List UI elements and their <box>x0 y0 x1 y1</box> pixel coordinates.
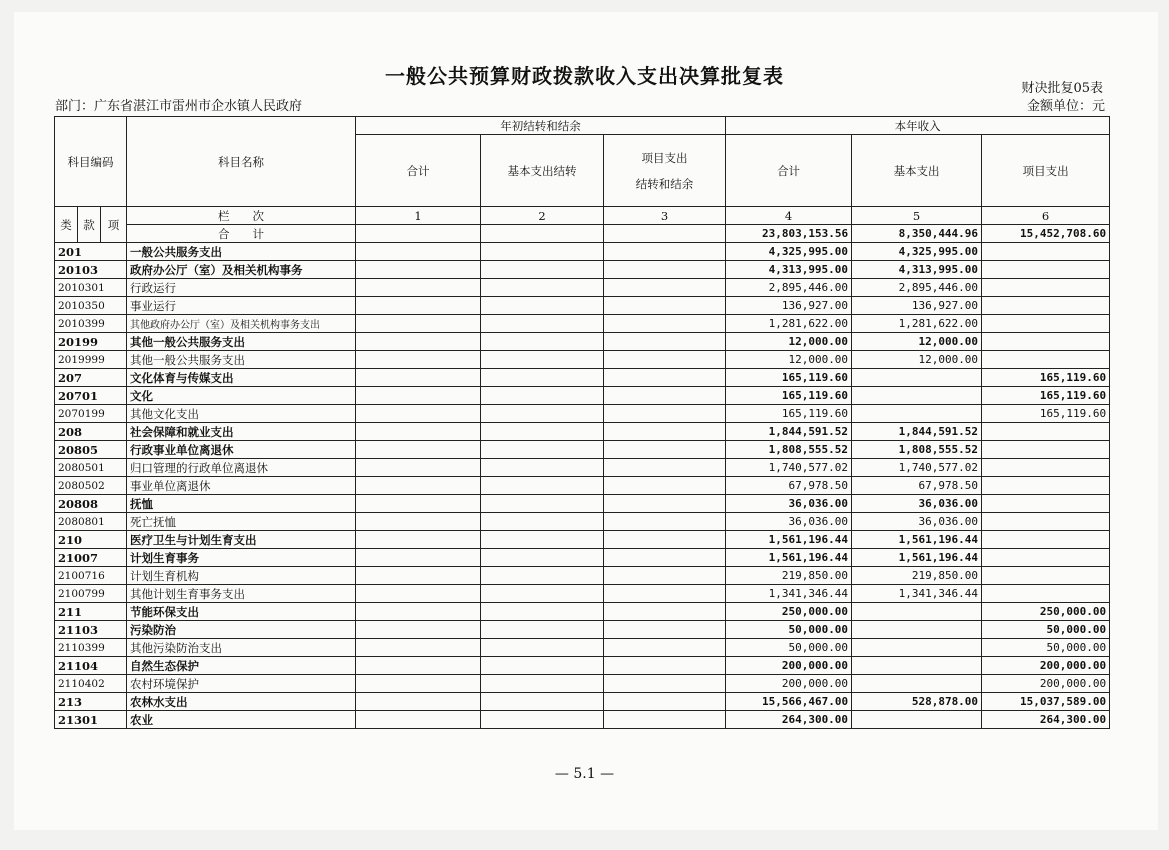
row-name: 其他一般公共服务支出 <box>127 333 356 351</box>
row-c4: 165,119.60 <box>726 369 852 387</box>
total-row-c2 <box>481 225 604 243</box>
header-column-label: 栏 次 <box>127 207 356 225</box>
row-c4: 1,740,577.02 <box>726 459 852 477</box>
row-c2 <box>481 315 604 333</box>
row-c4: 250,000.00 <box>726 603 852 621</box>
page-number: — 5.1 — <box>554 766 615 782</box>
row-name: 死亡抚恤 <box>127 513 356 531</box>
row-c5: 1,341,346.44 <box>852 585 982 603</box>
table-row <box>55 585 1110 603</box>
row-c6: 200,000.00 <box>982 675 1110 693</box>
row-c5: 4,313,995.00 <box>852 261 982 279</box>
row-code: 2080502 <box>55 477 127 495</box>
row-c5: 12,000.00 <box>852 351 982 369</box>
row-c4: 12,000.00 <box>726 351 852 369</box>
row-code: 2100799 <box>55 585 127 603</box>
row-code: 213 <box>55 693 127 711</box>
table-row <box>55 639 1110 657</box>
row-c2 <box>481 405 604 423</box>
row-name: 农村环境保护 <box>127 675 356 693</box>
row-c4: 165,119.60 <box>726 387 852 405</box>
row-c3 <box>604 693 726 711</box>
row-c4: 1,808,555.52 <box>726 441 852 459</box>
row-c2 <box>481 459 604 477</box>
row-c2 <box>481 261 604 279</box>
row-c5: 1,844,591.52 <box>852 423 982 441</box>
row-c1 <box>356 549 481 567</box>
row-c6: 264,300.00 <box>982 711 1110 729</box>
row-c5 <box>852 387 982 405</box>
amount-unit: 金额单位：元 <box>1026 99 1105 114</box>
row-c1 <box>356 711 481 729</box>
table-row <box>55 531 1110 549</box>
row-c6 <box>982 477 1110 495</box>
row-c5 <box>852 711 982 729</box>
row-c4: 1,561,196.44 <box>726 531 852 549</box>
row-c4: 1,281,622.00 <box>726 315 852 333</box>
row-c4: 219,850.00 <box>726 567 852 585</box>
row-c1 <box>356 405 481 423</box>
col-index-4: 4 <box>726 207 852 225</box>
table-row <box>55 279 1110 297</box>
row-c5: 1,561,196.44 <box>852 549 982 567</box>
row-c6 <box>982 513 1110 531</box>
row-c5: 2,895,446.00 <box>852 279 982 297</box>
total-row-c6: 15,452,708.60 <box>982 225 1110 243</box>
row-name: 一般公共服务支出 <box>127 243 356 261</box>
header-total: 合计 <box>356 135 481 207</box>
table-row <box>55 567 1110 585</box>
row-c4: 1,561,196.44 <box>726 549 852 567</box>
row-c1 <box>356 675 481 693</box>
row-c3 <box>604 243 726 261</box>
row-name: 抚恤 <box>127 495 356 513</box>
header-basic-carry: 基本支出结转 <box>481 135 604 207</box>
table-row <box>55 621 1110 639</box>
row-c2 <box>481 711 604 729</box>
row-c6: 250,000.00 <box>982 603 1110 621</box>
row-c2 <box>481 297 604 315</box>
row-name: 政府办公厅（室）及相关机构事务 <box>127 261 356 279</box>
page-title: 一般公共预算财政拨款收入支出决算批复表 <box>385 64 784 88</box>
row-c6: 200,000.00 <box>982 657 1110 675</box>
row-c3 <box>604 441 726 459</box>
row-c6: 165,119.60 <box>982 405 1110 423</box>
row-c4: 200,000.00 <box>726 657 852 675</box>
total-row-c5: 8,350,444.96 <box>852 225 982 243</box>
row-c1 <box>356 639 481 657</box>
total-row <box>55 225 1110 243</box>
row-c3 <box>604 711 726 729</box>
table-row <box>55 513 1110 531</box>
row-c1 <box>356 621 481 639</box>
table-row <box>55 477 1110 495</box>
row-name: 其他计划生育事务支出 <box>127 585 356 603</box>
row-c6 <box>982 423 1110 441</box>
row-c1 <box>356 603 481 621</box>
row-c3 <box>604 639 726 657</box>
table-body <box>55 243 1110 729</box>
row-c3 <box>604 297 726 315</box>
row-c4: 264,300.00 <box>726 711 852 729</box>
row-c3 <box>604 567 726 585</box>
row-name: 其他一般公共服务支出 <box>127 351 356 369</box>
header-basic-expense: 基本支出 <box>852 135 982 207</box>
row-c5: 219,850.00 <box>852 567 982 585</box>
row-c1 <box>356 693 481 711</box>
total-row-c4: 23,803,153.56 <box>726 225 852 243</box>
row-name: 事业单位离退休 <box>127 477 356 495</box>
row-code: 20199 <box>55 333 127 351</box>
row-code: 2110399 <box>55 639 127 657</box>
row-c6 <box>982 459 1110 477</box>
row-name: 事业运行 <box>127 297 356 315</box>
row-c4: 50,000.00 <box>726 639 852 657</box>
row-c4: 2,895,446.00 <box>726 279 852 297</box>
row-c5: 36,036.00 <box>852 495 982 513</box>
row-c1 <box>356 513 481 531</box>
row-code: 2080801 <box>55 513 127 531</box>
total-row-label: 合 计 <box>127 225 356 243</box>
row-c6 <box>982 351 1110 369</box>
col-index-1: 1 <box>356 207 481 225</box>
row-name: 文化 <box>127 387 356 405</box>
row-c1 <box>356 459 481 477</box>
row-c1 <box>356 567 481 585</box>
row-name: 医疗卫生与计划生育支出 <box>127 531 356 549</box>
row-c3 <box>604 603 726 621</box>
row-c1 <box>356 423 481 441</box>
row-c6: 165,119.60 <box>982 387 1110 405</box>
row-c5 <box>852 657 982 675</box>
table-row <box>55 711 1110 729</box>
table-row <box>55 261 1110 279</box>
row-c2 <box>481 675 604 693</box>
table-row <box>55 657 1110 675</box>
row-c5: 4,325,995.00 <box>852 243 982 261</box>
row-name: 社会保障和就业支出 <box>127 423 356 441</box>
row-c2 <box>481 621 604 639</box>
row-name: 行政运行 <box>127 279 356 297</box>
row-c2 <box>481 243 604 261</box>
row-c4: 12,000.00 <box>726 333 852 351</box>
row-c3 <box>604 675 726 693</box>
row-c4: 165,119.60 <box>726 405 852 423</box>
table-row <box>55 243 1110 261</box>
row-c5: 1,561,196.44 <box>852 531 982 549</box>
row-c3 <box>604 657 726 675</box>
row-c2 <box>481 477 604 495</box>
form-code: 财决批复05表 <box>1021 81 1103 96</box>
row-c6 <box>982 279 1110 297</box>
col-index-2: 2 <box>481 207 604 225</box>
header-kuan: 款 <box>78 207 101 243</box>
row-c5 <box>852 405 982 423</box>
row-c4: 50,000.00 <box>726 621 852 639</box>
row-c3 <box>604 261 726 279</box>
total-row-c3 <box>604 225 726 243</box>
row-c1 <box>356 657 481 675</box>
table-row <box>55 423 1110 441</box>
row-c4: 1,844,591.52 <box>726 423 852 441</box>
budget-table <box>54 116 1110 729</box>
department-label: 部门：广东省湛江市雷州市企水镇人民政府 <box>55 99 303 114</box>
row-c6 <box>982 495 1110 513</box>
row-c1 <box>356 297 481 315</box>
row-c1 <box>356 315 481 333</box>
row-name: 其他文化支出 <box>127 405 356 423</box>
row-code: 2019999 <box>55 351 127 369</box>
row-c3 <box>604 549 726 567</box>
row-c6 <box>982 567 1110 585</box>
header-project-expense: 项目支出 <box>982 135 1110 207</box>
col-index-6: 6 <box>982 207 1110 225</box>
row-c4: 15,566,467.00 <box>726 693 852 711</box>
row-c1 <box>356 369 481 387</box>
row-c4: 200,000.00 <box>726 675 852 693</box>
row-c4: 4,313,995.00 <box>726 261 852 279</box>
header-subject-code: 科目编码 <box>55 117 127 207</box>
table-row <box>55 297 1110 315</box>
row-c3 <box>604 333 726 351</box>
row-c6 <box>982 297 1110 315</box>
row-c1 <box>356 261 481 279</box>
row-c2 <box>481 333 604 351</box>
header-lei: 类 <box>55 207 78 243</box>
table-row <box>55 693 1110 711</box>
row-c6: 15,037,589.00 <box>982 693 1110 711</box>
row-c2 <box>481 387 604 405</box>
table-row <box>55 549 1110 567</box>
table-row <box>55 333 1110 351</box>
row-c2 <box>481 423 604 441</box>
row-c6 <box>982 585 1110 603</box>
table-row <box>55 405 1110 423</box>
row-code: 20808 <box>55 495 127 513</box>
row-c2 <box>481 549 604 567</box>
row-code: 21301 <box>55 711 127 729</box>
row-c4: 1,341,346.44 <box>726 585 852 603</box>
table-row <box>55 369 1110 387</box>
row-c5: 1,808,555.52 <box>852 441 982 459</box>
row-c2 <box>481 639 604 657</box>
row-name: 行政事业单位离退休 <box>127 441 356 459</box>
row-c1 <box>356 279 481 297</box>
row-c2 <box>481 585 604 603</box>
table-row <box>55 351 1110 369</box>
row-c2 <box>481 603 604 621</box>
row-c3 <box>604 387 726 405</box>
row-code: 21104 <box>55 657 127 675</box>
row-c4: 36,036.00 <box>726 495 852 513</box>
row-c5: 1,281,622.00 <box>852 315 982 333</box>
row-c5 <box>852 369 982 387</box>
row-c1 <box>356 441 481 459</box>
row-c5 <box>852 603 982 621</box>
table-row <box>55 315 1110 333</box>
row-c2 <box>481 441 604 459</box>
row-code: 2010301 <box>55 279 127 297</box>
row-c2 <box>481 495 604 513</box>
row-c1 <box>356 531 481 549</box>
row-c6 <box>982 549 1110 567</box>
table-row <box>55 603 1110 621</box>
table-row <box>55 459 1110 477</box>
row-c4: 136,927.00 <box>726 297 852 315</box>
row-c6 <box>982 333 1110 351</box>
table-row <box>55 387 1110 405</box>
row-c5 <box>852 639 982 657</box>
row-code: 2080501 <box>55 459 127 477</box>
row-c1 <box>356 351 481 369</box>
row-c3 <box>604 423 726 441</box>
row-c3 <box>604 513 726 531</box>
row-name: 农林水支出 <box>127 693 356 711</box>
row-c5 <box>852 675 982 693</box>
row-name: 计划生育机构 <box>127 567 356 585</box>
row-c6 <box>982 315 1110 333</box>
row-code: 2010399 <box>55 315 127 333</box>
row-name: 其他政府办公厅（室）及相关机构事务支出 <box>127 315 356 333</box>
table-row <box>55 441 1110 459</box>
row-c5: 67,978.50 <box>852 477 982 495</box>
row-c2 <box>481 531 604 549</box>
header-group-carryover: 年初结转和结余 <box>356 117 726 135</box>
row-c5: 1,740,577.02 <box>852 459 982 477</box>
row-c3 <box>604 585 726 603</box>
row-c3 <box>604 405 726 423</box>
row-c3 <box>604 279 726 297</box>
row-c3 <box>604 369 726 387</box>
row-code: 21007 <box>55 549 127 567</box>
header-project-carry-line2: 结转和结余 <box>635 176 694 191</box>
row-name: 其他污染防治支出 <box>127 639 356 657</box>
col-index-3: 3 <box>604 207 726 225</box>
row-code: 208 <box>55 423 127 441</box>
row-c3 <box>604 495 726 513</box>
row-c1 <box>356 495 481 513</box>
row-c2 <box>481 657 604 675</box>
row-c2 <box>481 513 604 531</box>
row-c5: 136,927.00 <box>852 297 982 315</box>
row-c6 <box>982 261 1110 279</box>
row-c3 <box>604 351 726 369</box>
row-c3 <box>604 531 726 549</box>
row-c1 <box>356 585 481 603</box>
row-code: 21103 <box>55 621 127 639</box>
row-c2 <box>481 567 604 585</box>
row-c1 <box>356 477 481 495</box>
row-c3 <box>604 477 726 495</box>
row-c3 <box>604 621 726 639</box>
row-name: 文化体育与传媒支出 <box>127 369 356 387</box>
row-name: 计划生育事务 <box>127 549 356 567</box>
row-code: 210 <box>55 531 127 549</box>
row-c5: 528,878.00 <box>852 693 982 711</box>
row-code: 2110402 <box>55 675 127 693</box>
row-c6 <box>982 531 1110 549</box>
row-code: 20805 <box>55 441 127 459</box>
total-row-c1 <box>356 225 481 243</box>
row-c1 <box>356 387 481 405</box>
row-code: 207 <box>55 369 127 387</box>
row-c6: 165,119.60 <box>982 369 1110 387</box>
row-c5: 36,036.00 <box>852 513 982 531</box>
table-row <box>55 495 1110 513</box>
row-name: 归口管理的行政单位离退休 <box>127 459 356 477</box>
row-name: 污染防治 <box>127 621 356 639</box>
row-c4: 4,325,995.00 <box>726 243 852 261</box>
row-c6: 50,000.00 <box>982 621 1110 639</box>
col-index-5: 5 <box>852 207 982 225</box>
header-group-income: 本年收入 <box>726 117 1110 135</box>
row-code: 201 <box>55 243 127 261</box>
row-code: 2010350 <box>55 297 127 315</box>
row-name: 农业 <box>127 711 356 729</box>
row-code: 211 <box>55 603 127 621</box>
row-c4: 36,036.00 <box>726 513 852 531</box>
header-income-total: 合计 <box>726 135 852 207</box>
header-project-carry <box>604 135 726 207</box>
row-code: 20103 <box>55 261 127 279</box>
row-c4: 67,978.50 <box>726 477 852 495</box>
table-row <box>55 675 1110 693</box>
row-name: 节能环保支出 <box>127 603 356 621</box>
header-xiang: 项 <box>101 207 127 243</box>
row-name: 自然生态保护 <box>127 657 356 675</box>
row-c1 <box>356 243 481 261</box>
row-c2 <box>481 693 604 711</box>
header-project-carry-line1: 项目支出 <box>641 150 688 165</box>
row-c3 <box>604 315 726 333</box>
row-c2 <box>481 369 604 387</box>
row-c6 <box>982 441 1110 459</box>
row-c5: 12,000.00 <box>852 333 982 351</box>
row-c6: 50,000.00 <box>982 639 1110 657</box>
row-code: 2100716 <box>55 567 127 585</box>
row-c1 <box>356 333 481 351</box>
row-c5 <box>852 621 982 639</box>
row-c6 <box>982 243 1110 261</box>
row-code: 20701 <box>55 387 127 405</box>
row-c2 <box>481 351 604 369</box>
header-subject-name: 科目名称 <box>127 117 356 207</box>
row-c3 <box>604 459 726 477</box>
row-c2 <box>481 279 604 297</box>
row-code: 2070199 <box>55 405 127 423</box>
